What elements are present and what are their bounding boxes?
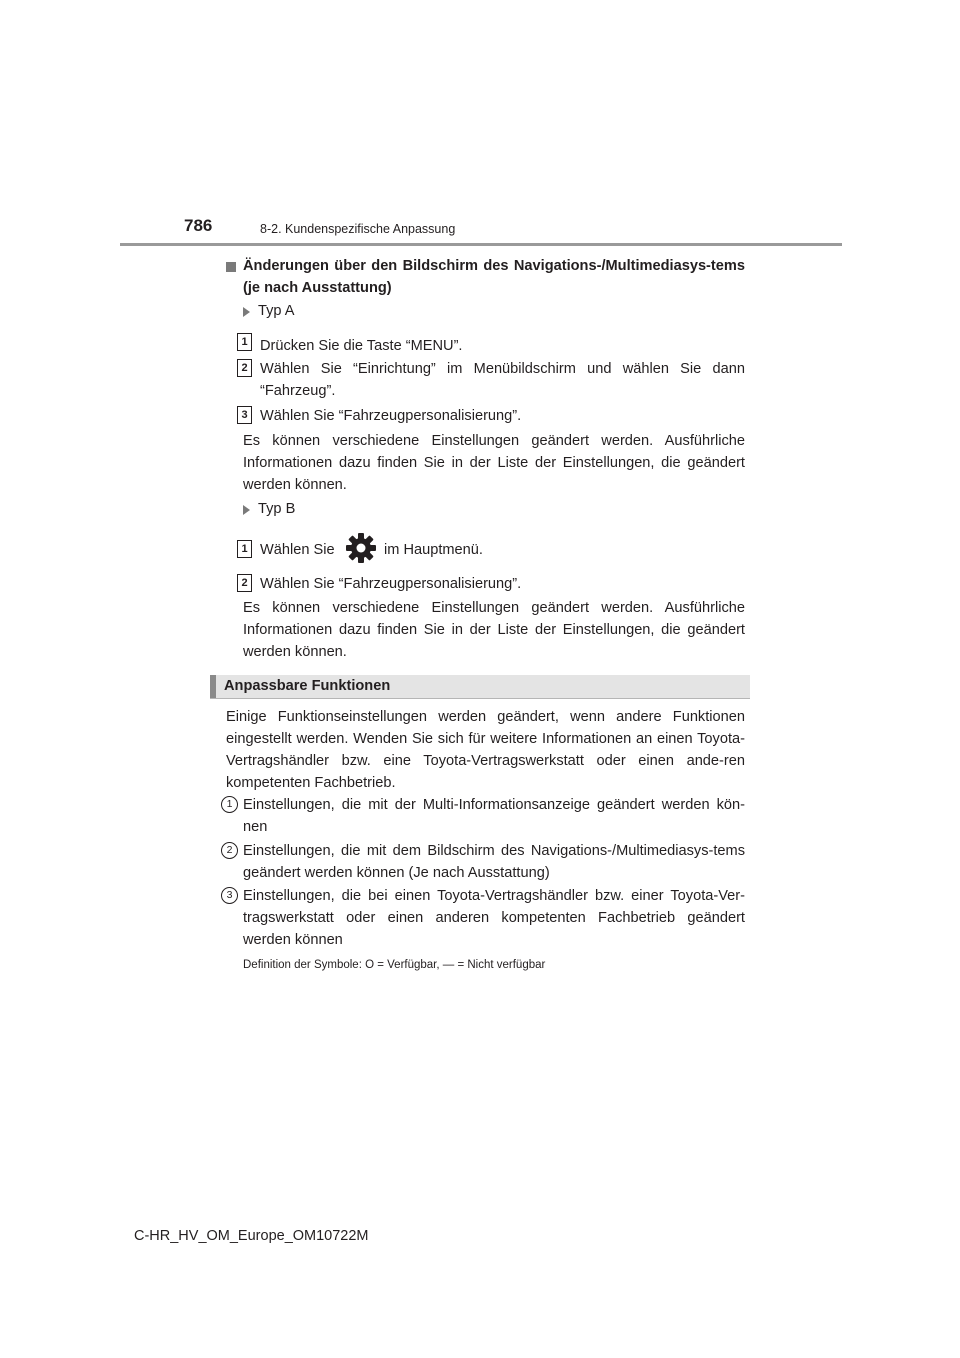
- step-number-box: 2: [237, 359, 252, 377]
- type-a-note: Es können verschiedene Einstellungen geändert werden. Ausführliche Informationen dazu finden Sie in der Liste der Einstellungen, die geändert werden können.: [243, 433, 745, 493]
- step-text: im Hauptmenü.: [384, 542, 483, 558]
- triangle-bullet-icon: [243, 307, 250, 317]
- header-divider: [120, 243, 842, 246]
- step-number-box: 3: [237, 406, 252, 424]
- step-text: Wählen Sie “Fahrzeugpersonalisierung”.: [260, 408, 522, 424]
- banner-underline: [210, 698, 750, 699]
- legend-number-circle: 3: [221, 887, 238, 904]
- type-b-label: Typ B: [258, 501, 296, 517]
- triangle-bullet-icon: [243, 505, 250, 515]
- step-text: Wählen Sie “Fahrzeugpersonalisierung”.: [260, 576, 522, 592]
- banner-accent-bar: [210, 675, 216, 699]
- symbol-definition: Definition der Symbole: O = Verfügbar, — = Nicht verfügbar: [243, 959, 546, 971]
- document-footer-code: C-HR_HV_OM_Europe_OM10722M: [134, 1228, 369, 1244]
- settings-gear-icon: [345, 532, 377, 564]
- square-bullet-icon: [226, 262, 236, 272]
- intro-paragraph: Einige Funktionseinstellungen werden geändert, wenn andere Funktionen eingestellt werden. Wenden Sie sich für weitere Informationen an einen Toyota-Vertragshändler bzw. eine Toyota-Vertragswerkstatt oder einen ande-ren kompetenten Fachbetrieb.: [226, 709, 745, 791]
- section-title: 8-2. Kundenspezifische Anpassung: [260, 222, 456, 236]
- banner-title: Anpassbare Funktionen: [224, 678, 391, 694]
- type-b-note: Es können verschiedene Einstellungen geändert werden. Ausführliche Informationen dazu finden Sie in der Liste der Einstellungen, die geändert werden können.: [243, 600, 745, 660]
- legend-item: Einstellungen, die bei einen Toyota-Vertragshändler bzw. einer Toyota-Ver-tragswerkstatt oder einen anderen kompetenten Fachbetrieb geändert werden können: [243, 888, 745, 948]
- step-number-box: 1: [237, 540, 252, 558]
- step-number-box: 1: [237, 333, 252, 351]
- section-heading: Änderungen über den Bildschirm des Navigations-/Multimediasys-tems (je nach Ausstattung): [243, 258, 745, 296]
- legend-item: Einstellungen, die mit dem Bildschirm des Navigations-/Multimediasys-tems geändert werden können (Je nach Ausstattung): [243, 843, 745, 881]
- legend-item: Einstellungen, die mit der Multi-Informationsanzeige geändert werden kön-nen: [243, 797, 745, 835]
- section-banner: [210, 675, 750, 699]
- type-a-label: Typ A: [258, 303, 295, 319]
- step-number-box: 2: [237, 574, 252, 592]
- step-text: Wählen Sie “Einrichtung” im Menübildschirm und wählen Sie dann “Fahrzeug”.: [260, 361, 745, 399]
- step-text: Drücken Sie die Taste “MENU”.: [260, 338, 463, 354]
- legend-number-circle: 2: [221, 842, 238, 859]
- step-text: Wählen Sie: [260, 542, 335, 558]
- legend-number-circle: 1: [221, 796, 238, 813]
- page-number: 786: [184, 216, 213, 235]
